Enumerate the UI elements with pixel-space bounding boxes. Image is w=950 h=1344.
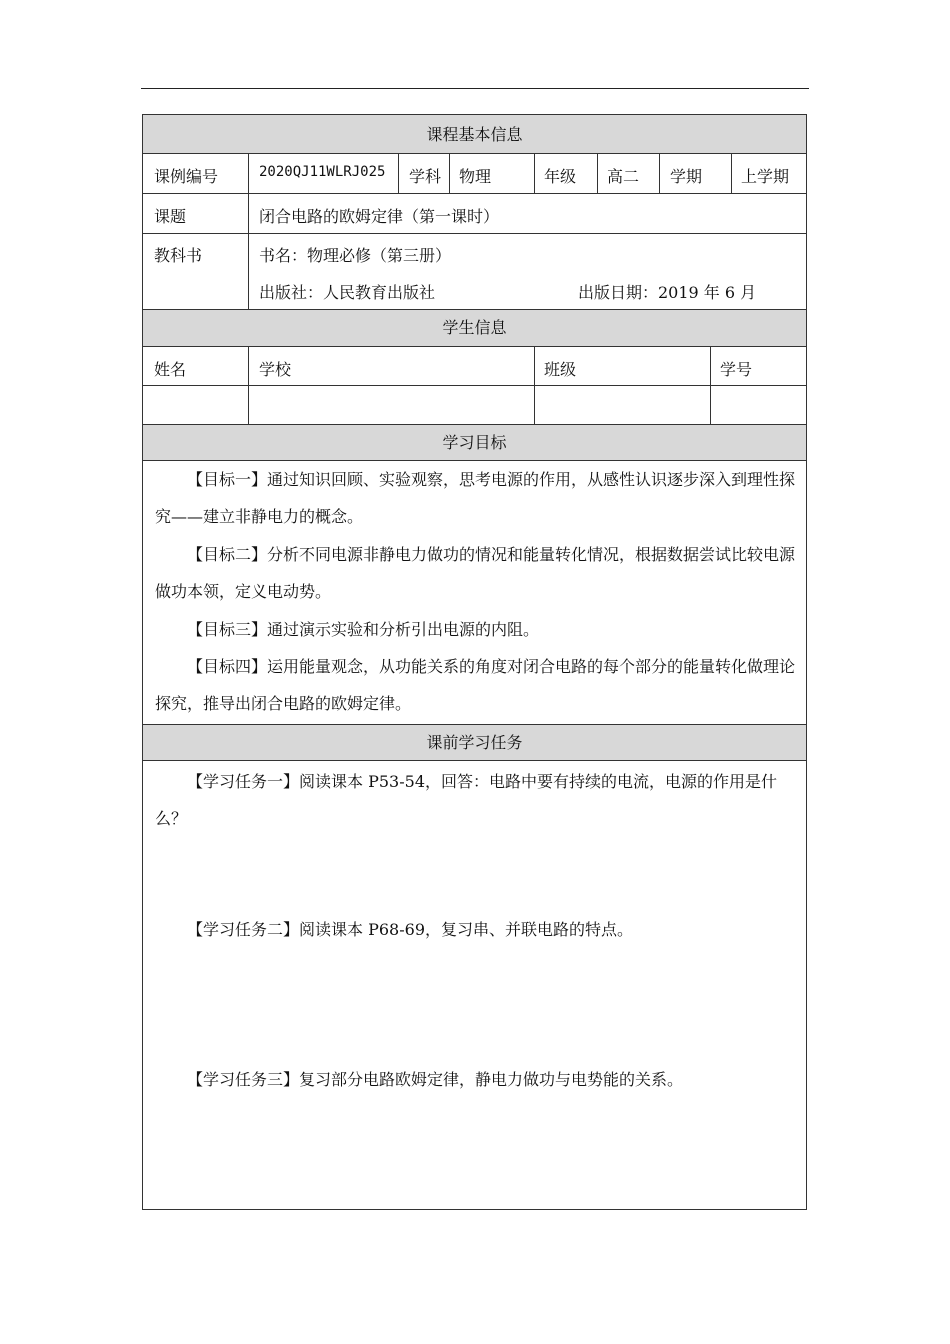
student-name-label: 姓名 xyxy=(154,360,187,379)
student-id-field[interactable] xyxy=(711,386,806,423)
task-item xyxy=(155,1061,803,1098)
term-label: 学期 xyxy=(670,167,703,186)
objective-item xyxy=(155,536,803,610)
col-divider xyxy=(534,154,535,193)
section-header-course-info xyxy=(143,115,806,154)
col-divider xyxy=(731,154,732,193)
textbook-label: 教科书 xyxy=(154,246,203,265)
section-title: 课程基本信息 xyxy=(426,125,523,144)
objective-item xyxy=(155,461,803,535)
publisher: 出版社：人民教育出版社 xyxy=(259,283,436,302)
publication-date: 出版日期：2019 年 6 月 xyxy=(578,283,757,302)
col-divider xyxy=(659,154,660,193)
objective-item xyxy=(155,648,803,722)
row-divider xyxy=(143,233,806,234)
objective-item xyxy=(155,611,803,648)
task-tag: 【学习任务一】 xyxy=(187,772,300,791)
col-divider xyxy=(449,154,450,193)
objective-tag: 【目标四】 xyxy=(187,657,268,676)
objective-tag: 【目标一】 xyxy=(187,470,268,489)
objective-text: 分析不同电源非静电力做功的情况和能量转化情况，根据数据尝试比较电源做功本领，定义电动势。 xyxy=(155,545,796,601)
term-value: 上学期 xyxy=(741,167,790,186)
section-title: 学生信息 xyxy=(442,318,507,337)
student-name-field[interactable] xyxy=(143,386,248,423)
task-text: 复习部分电路欧姆定律，静电力做功与电势能的关系。 xyxy=(299,1070,684,1089)
header-rule xyxy=(141,88,809,89)
student-school-field[interactable] xyxy=(249,386,534,423)
col-divider xyxy=(248,154,249,309)
student-id-label: 学号 xyxy=(720,360,753,379)
student-class-label: 班级 xyxy=(544,360,577,379)
grade-value: 高二 xyxy=(607,167,640,186)
section-title: 课前学习任务 xyxy=(426,733,523,752)
objective-tag: 【目标三】 xyxy=(187,620,268,639)
col-divider xyxy=(398,154,399,193)
subject-label: 学科 xyxy=(409,167,442,186)
section-header-student-info xyxy=(143,309,806,347)
col-divider xyxy=(597,154,598,193)
task-item xyxy=(155,911,803,948)
lesson-info-table xyxy=(142,114,807,1210)
course-code-value: 2020QJ11WLRJ025 xyxy=(259,164,386,180)
section-header-objectives xyxy=(143,424,806,461)
task-tag: 【学习任务三】 xyxy=(187,1070,300,1089)
subject-value: 物理 xyxy=(459,167,492,186)
course-code-label: 课例编号 xyxy=(154,167,219,186)
topic-value: 闭合电路的欧姆定律（第一课时） xyxy=(259,207,500,226)
objective-text: 通过知识回顾、实验观察，思考电源的作用，从感性认识逐步深入到理性探究——建立非静电力的概念。 xyxy=(155,470,796,526)
student-class-field[interactable] xyxy=(535,386,710,423)
section-header-pre-class-tasks xyxy=(143,724,806,761)
task-tag: 【学习任务二】 xyxy=(187,920,300,939)
task-item xyxy=(155,763,803,837)
task-text: 阅读课本 P68-69，复习串、并联电路的特点。 xyxy=(299,920,633,939)
objective-tag: 【目标二】 xyxy=(187,545,268,564)
objective-text: 通过演示实验和分析引出电源的内阻。 xyxy=(267,620,540,639)
objective-text: 运用能量观念，从功能关系的角度对闭合电路的每个部分的能量转化做理论探究，推导出闭合电路的欧姆定律。 xyxy=(155,657,796,713)
task-text: 阅读课本 P53-54，回答：电路中要有持续的电流，电源的作用是什么？ xyxy=(155,772,777,828)
row-divider xyxy=(143,193,806,194)
section-title: 学习目标 xyxy=(442,433,507,452)
student-school-label: 学校 xyxy=(259,360,292,379)
grade-label: 年级 xyxy=(544,167,577,186)
topic-label: 课题 xyxy=(154,207,187,226)
book-name: 书名：物理必修（第三册） xyxy=(259,246,452,265)
